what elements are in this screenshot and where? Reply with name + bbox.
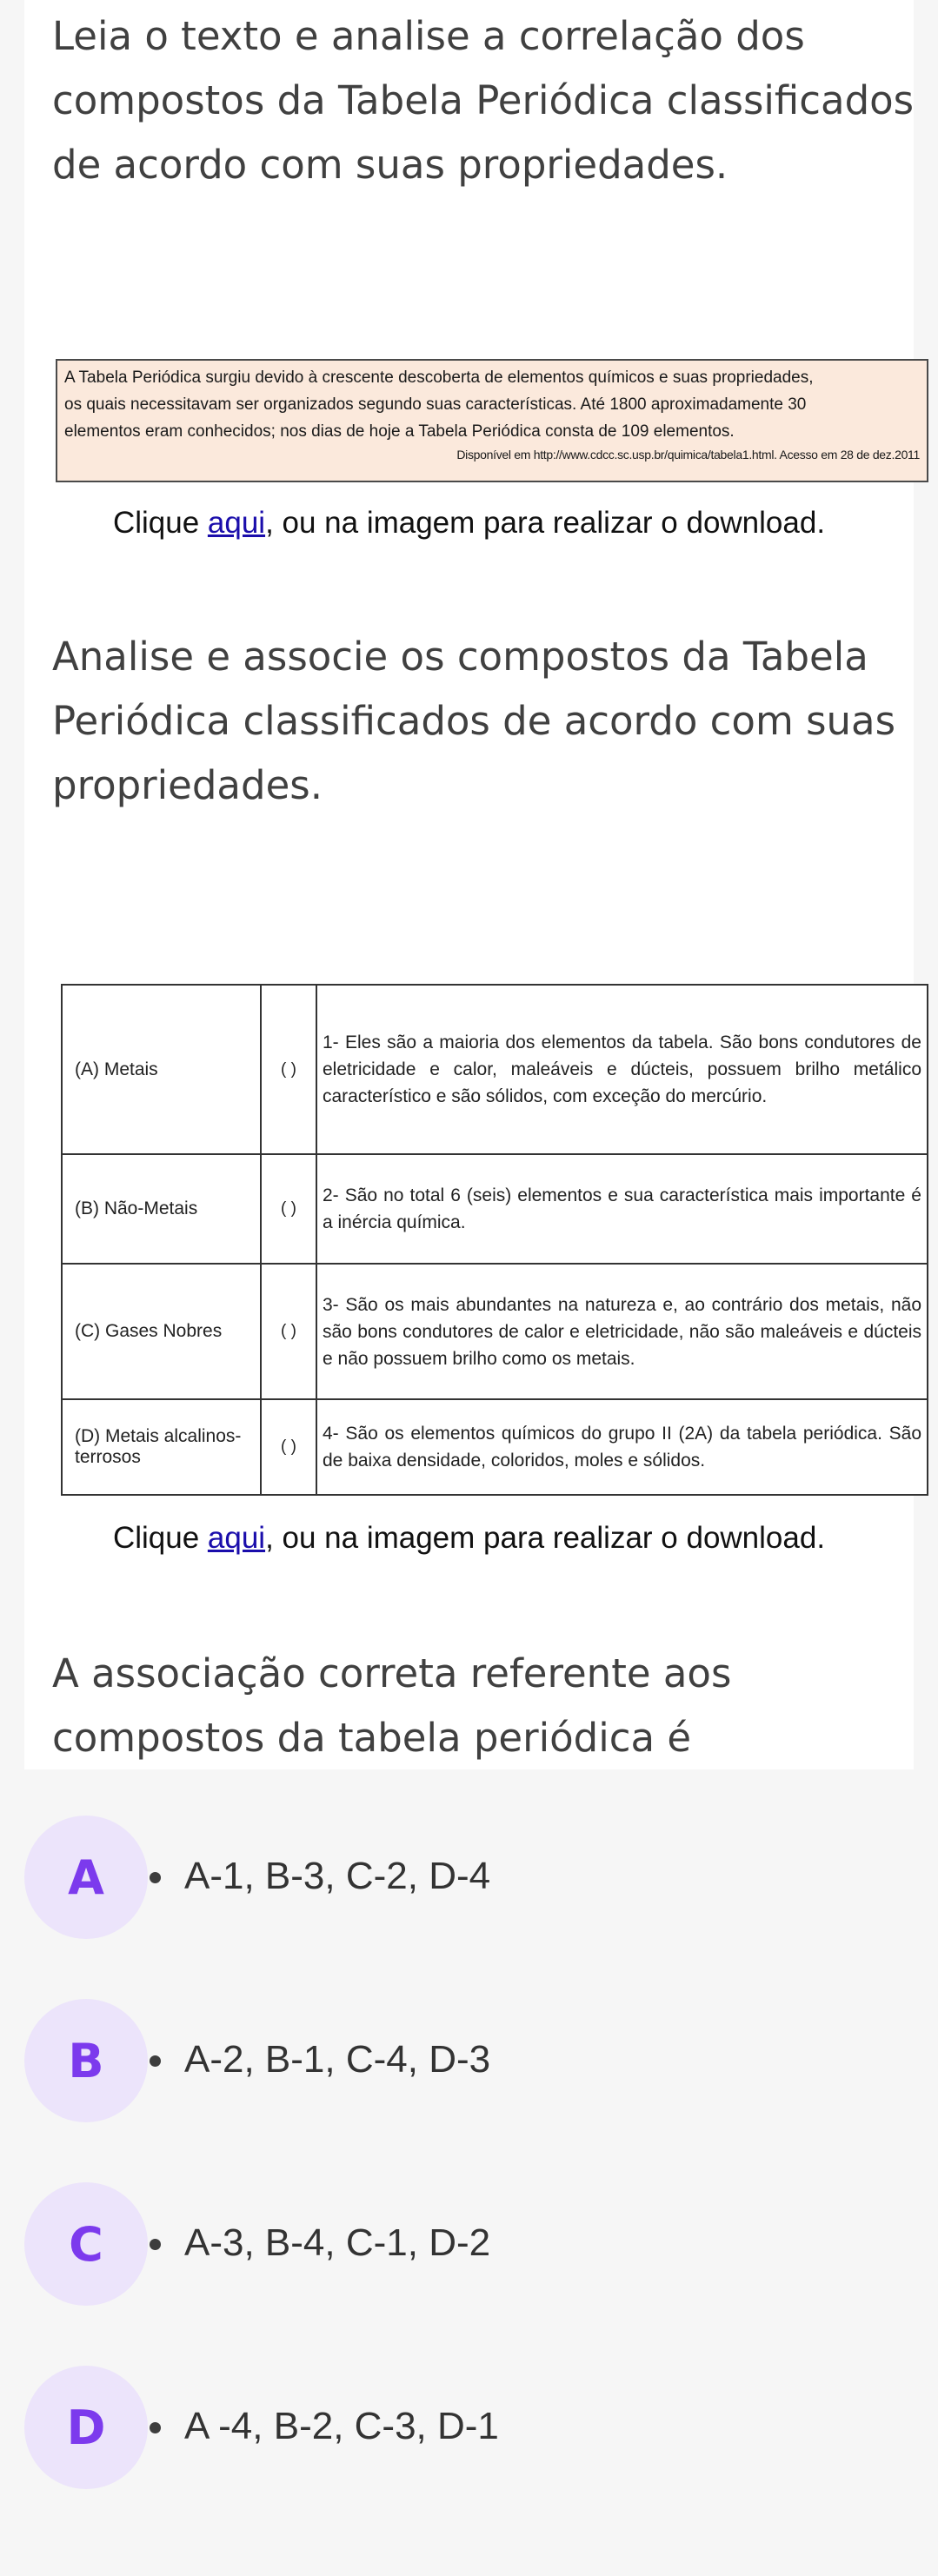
description-cell: 2- São no total 6 (seis) elementos e sua característica mais importante é a inércia química. xyxy=(316,1154,928,1264)
question-card xyxy=(24,0,914,1769)
prompt-text xyxy=(52,1642,731,1770)
download-caption-1 xyxy=(0,506,938,541)
bullet-icon xyxy=(150,2239,161,2250)
excerpt-line: os quais necessitavam ser organizados segundo suas características. Até 1800 aproximadamente 30 xyxy=(64,395,807,414)
option-text: A -4, B-2, C-3, D-1 xyxy=(184,2405,499,2447)
option-letter-badge: A xyxy=(24,1816,148,1939)
bullet-icon xyxy=(150,2055,161,2067)
download-suffix: , ou na imagem para realizar o download. xyxy=(265,506,826,540)
intro-text xyxy=(52,4,914,197)
intro-line: compostos da Tabela Periódica classificados xyxy=(52,77,915,123)
excerpt-line: elementos eram conhecidos; nos dias de hoje a Tabela Periódica consta de 109 elementos. xyxy=(64,422,735,441)
download-link-2[interactable]: aqui xyxy=(207,1521,266,1555)
table-row xyxy=(62,1154,928,1264)
option-d[interactable] xyxy=(24,2366,894,2489)
text-excerpt-image[interactable] xyxy=(56,359,928,482)
option-a[interactable] xyxy=(24,1816,894,1939)
category-cell: (B) Não-Metais xyxy=(62,1154,261,1264)
download-prefix: Clique xyxy=(112,1521,208,1555)
option-c[interactable] xyxy=(24,2182,894,2306)
blank-cell: ( ) xyxy=(261,1399,316,1495)
blank-cell: ( ) xyxy=(261,1154,316,1264)
option-letter-badge: C xyxy=(24,2182,148,2306)
category-cell: (D) Metais alcalinos-terrosos xyxy=(62,1399,261,1495)
question-text xyxy=(52,625,895,818)
download-prefix: Clique xyxy=(112,506,208,540)
option-text: A-2, B-1, C-4, D-3 xyxy=(184,2038,491,2081)
download-suffix: , ou na imagem para realizar o download. xyxy=(265,1521,826,1555)
category-cell: (A) Metais xyxy=(62,985,261,1154)
intro-line: Leia o texto e analise a correlação dos xyxy=(52,13,805,59)
table-row xyxy=(62,1264,928,1399)
option-letter-badge: D xyxy=(24,2366,148,2489)
option-text: A-1, B-3, C-2, D-4 xyxy=(184,1855,491,1897)
association-table[interactable] xyxy=(61,984,928,1496)
bullet-icon xyxy=(150,2422,161,2433)
prompt-line: A associação correta referente aos xyxy=(52,1650,732,1696)
option-letter-badge: B xyxy=(24,1999,148,2122)
blank-cell: ( ) xyxy=(261,985,316,1154)
blank-cell: ( ) xyxy=(261,1264,316,1399)
description-cell: 3- São os mais abundantes na natureza e, ao contrário dos metais, não são bons condutores de calor e eletricidade, não são maleáveis e dúcteis e não possuem brilho como os metais. xyxy=(316,1264,928,1399)
table-row xyxy=(62,1399,928,1495)
download-link-1[interactable]: aqui xyxy=(207,506,266,540)
excerpt-source: Disponível em http://www.cdcc.sc.usp.br/quimica/tabela1.html. Acesso em 28 de dez.2011 xyxy=(456,448,920,461)
intro-line: de acordo com suas propriedades. xyxy=(52,142,728,188)
bullet-icon xyxy=(150,1872,161,1883)
question-line: Periódica classificados de acordo com suas xyxy=(52,698,896,744)
category-cell: (C) Gases Nobres xyxy=(62,1264,261,1399)
excerpt-line: A Tabela Periódica surgiu devido à crescente descoberta de elementos químicos e suas propriedades, xyxy=(64,368,814,387)
table-row xyxy=(62,985,928,1154)
question-line: Analise e associe os compostos da Tabela xyxy=(52,634,868,680)
description-cell: 4- São os elementos químicos do grupo II (2A) da tabela periódica. São de baixa densidade, coloridos, moles e sólidos. xyxy=(316,1399,928,1495)
option-b[interactable] xyxy=(24,1999,894,2122)
option-text: A-3, B-4, C-1, D-2 xyxy=(184,2221,491,2264)
download-caption-2 xyxy=(0,1521,938,1556)
description-cell: 1- Eles são a maioria dos elementos da tabela. São bons condutores de eletricidade e calor, maleáveis e dúcteis, possuem brilho metálico característico e são sólidos, com exceção do mercúrio. xyxy=(316,985,928,1154)
question-line: propriedades. xyxy=(52,762,323,808)
prompt-line: compostos da tabela periódica é xyxy=(52,1715,692,1761)
